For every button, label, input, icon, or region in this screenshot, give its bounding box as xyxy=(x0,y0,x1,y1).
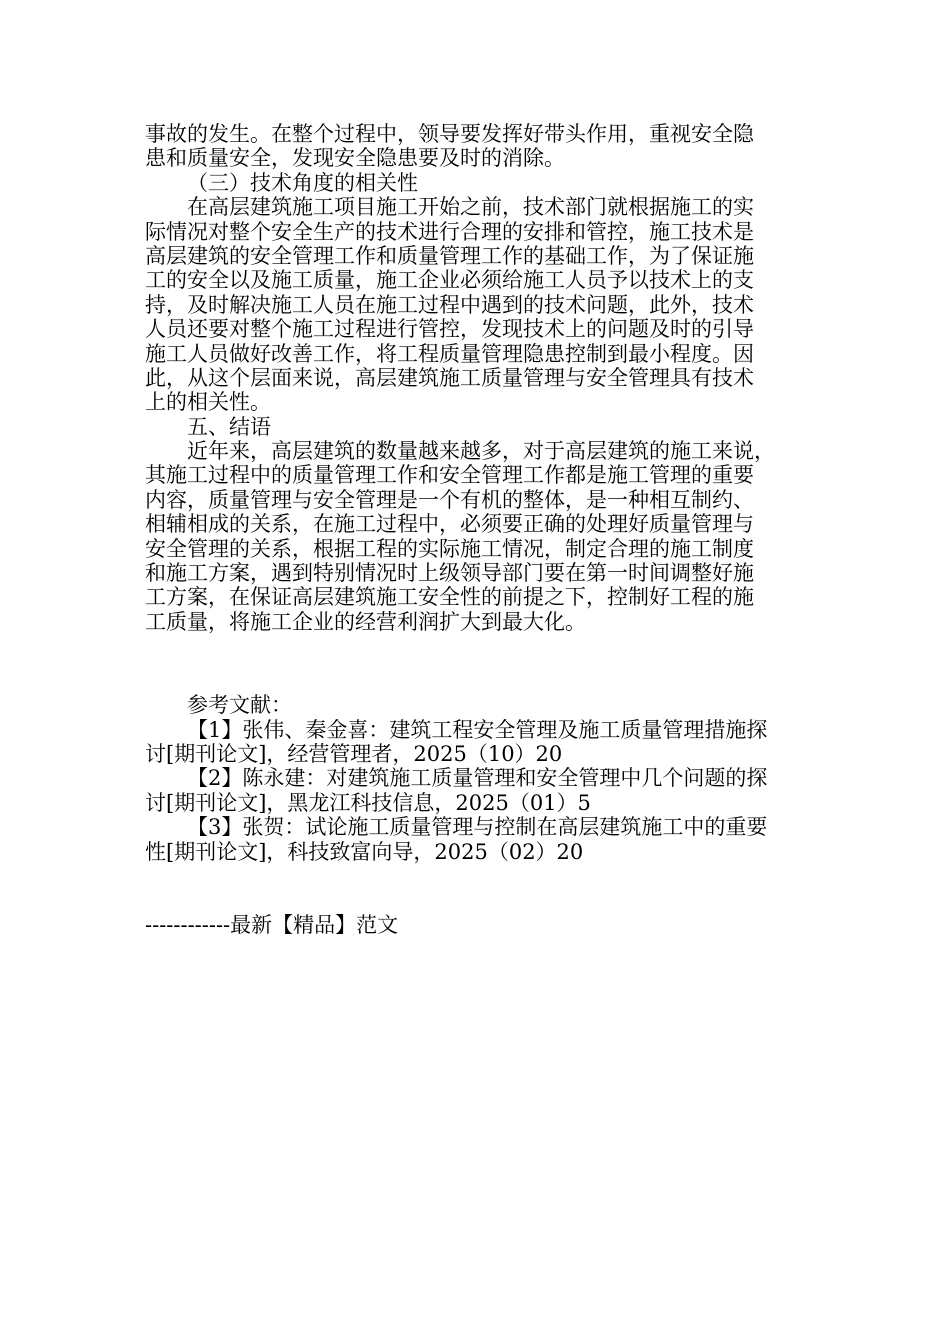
text-line: 人员还要对整个施工过程进行管控，发现技术上的问题及时的引导 xyxy=(145,317,754,342)
spacer xyxy=(145,634,807,693)
text-line: 安全管理的关系，根据工程的实际施工情况，制定合理的施工制度 xyxy=(145,536,754,561)
references-list xyxy=(145,718,807,864)
reference-line: 讨[期刊论文]，黑龙江科技信息，2025（01）5 xyxy=(145,790,591,815)
text-line: 内容，质量管理与安全管理是一个有机的整体，是一种相互制约、 xyxy=(145,487,754,512)
section3-heading: （三）技术角度的相关性 xyxy=(187,170,418,195)
text-line: 高层建筑的安全管理工作和质量管理工作的基础工作，为了保证施 xyxy=(145,243,754,268)
text-line: 施工人员做好改善工作，将工程质量管理隐患控制到最小程度。因 xyxy=(145,341,754,366)
text-line: 工的安全以及施工质量，施工企业必须给施工人员予以技术上的支 xyxy=(145,268,754,293)
reference-item xyxy=(145,815,807,864)
reference-line: 【3】张贺：试论施工质量管理与控制在高层建筑施工中的重要 xyxy=(187,815,768,840)
text-line: 和施工方案，遇到特别情况时上级领导部门要在第一时间调整好施 xyxy=(145,561,754,586)
reference-line: 【2】陈永建：对建筑施工质量管理和安全管理中几个问题的探 xyxy=(187,766,768,791)
intro-paragraph xyxy=(145,122,807,171)
text-line: 工质量，将施工企业的经营利润扩大到最大化。 xyxy=(145,609,586,634)
footer-text: ------------最新【精品】范文 xyxy=(145,912,399,937)
text-line: 上的相关性。 xyxy=(145,390,271,415)
text-line: 近年来，高层建筑的数量越来越多，对于高层建筑的施工来说， xyxy=(187,439,775,464)
text-line: 持，及时解决施工人员在施工过程中遇到的技术问题，此外，技术 xyxy=(145,292,754,317)
conclusion-paragraph xyxy=(145,439,807,634)
reference-item xyxy=(145,766,807,815)
text-line: 相辅相成的关系，在施工过程中，必须要正确的处理好质量管理与 xyxy=(145,512,754,537)
reference-item xyxy=(145,718,807,767)
spacer xyxy=(145,864,807,913)
text-line: 其施工过程中的质量管理工作和安全管理工作都是施工管理的重要 xyxy=(145,463,754,488)
references-heading: 参考文献： xyxy=(187,693,292,718)
document-page xyxy=(145,122,807,937)
reference-line: 讨[期刊论文]，经营管理者，2025（10）20 xyxy=(145,741,563,766)
reference-line: 性[期刊论文]，科技致富向导，2025（02）20 xyxy=(145,839,584,864)
text-line: 患和质量安全，发现安全隐患要及时的消除。 xyxy=(145,146,565,171)
text-line: 在高层建筑施工项目施工开始之前，技术部门就根据施工的实 xyxy=(187,195,754,220)
text-line: 事故的发生。在整个过程中，领导要发挥好带头作用，重视安全隐 xyxy=(145,122,754,146)
text-line: 此，从这个层面来说，高层建筑施工质量管理与安全管理具有技术 xyxy=(145,365,754,390)
text-line: 际情况对整个安全生产的技术进行合理的安排和管控，施工技术是 xyxy=(145,219,754,244)
text-line: 工方案，在保证高层建筑施工安全性的前提之下，控制好工程的施 xyxy=(145,585,754,610)
conclusion-heading: 五、结语 xyxy=(187,414,271,439)
section3-paragraph xyxy=(145,195,807,415)
reference-line: 【1】张伟、秦金喜：建筑工程安全管理及施工质量管理措施探 xyxy=(187,717,768,742)
